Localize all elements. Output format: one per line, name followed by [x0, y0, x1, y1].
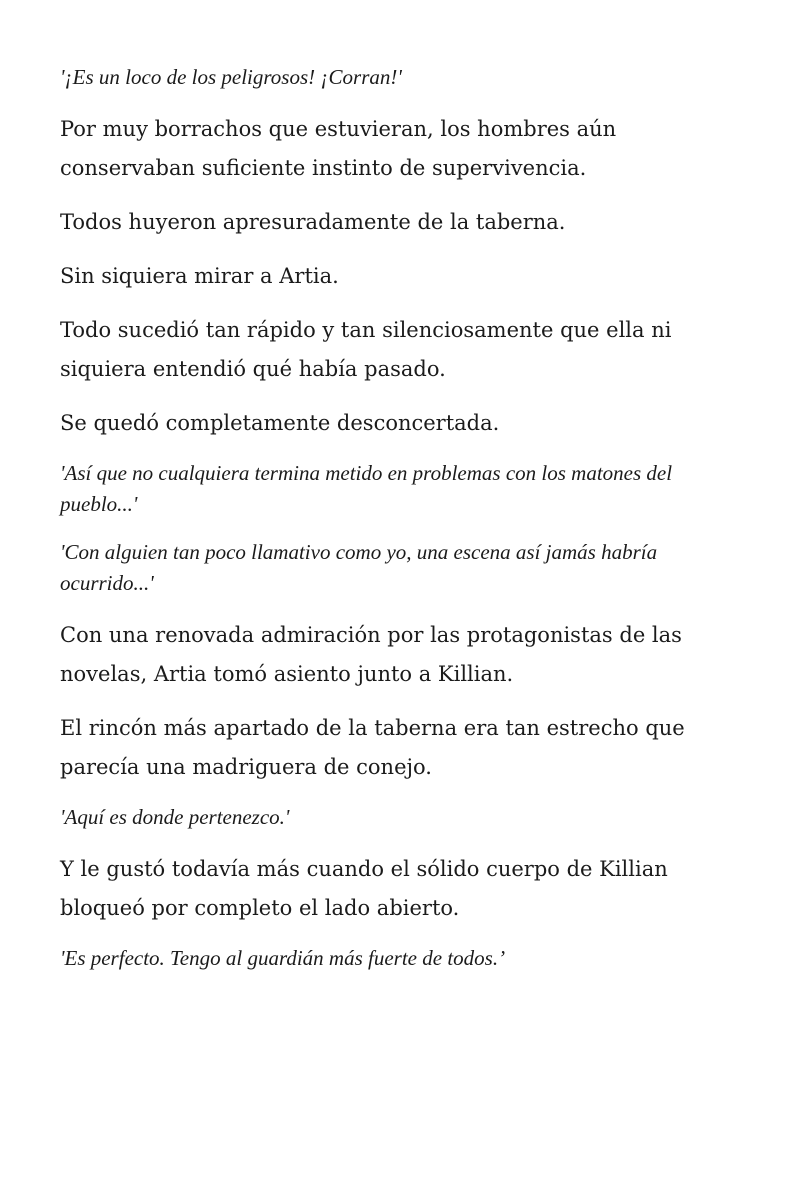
narrative-paragraph: Todos huyeron apresuradamente de la taberna. — [60, 210, 566, 234]
document-body — [60, 62, 740, 991]
narrative-paragraph: Todo sucedió tan rápido y tan silenciosamente que ella ni siquiera entendió qué había pasado. — [60, 318, 672, 381]
narrative-paragraph: El rincón más apartado de la taberna era tan estrecho que parecía una madriguera de conejo. — [60, 716, 685, 779]
narrative-paragraph: Con una renovada admiración por las protagonistas de las novelas, Artia tomó asiento junto a Killian. — [60, 623, 682, 686]
narrative-paragraph: Y le gustó todavía más cuando el sólido cuerpo de Killian bloqueó por completo el lado abierto. — [60, 857, 668, 920]
narrative-paragraph: Por muy borrachos que estuvieran, los hombres aún conservaban suficiente instinto de supervivencia. — [60, 117, 617, 180]
thought-paragraph: 'Es perfecto. Tengo al guardián más fuerte de todos.’ — [60, 946, 506, 970]
thought-paragraph: 'Con alguien tan poco llamativo como yo, una escena así jamás habría ocurrido...' — [60, 540, 658, 595]
thought-paragraph: 'Aquí es donde pertenezco.' — [60, 805, 290, 829]
thought-paragraph: '¡Es un loco de los peligrosos! ¡Corran!' — [60, 65, 402, 89]
narrative-paragraph: Sin siquiera mirar a Artia. — [60, 264, 339, 288]
thought-paragraph: 'Así que no cualquiera termina metido en problemas con los matones del pueblo...' — [60, 461, 673, 516]
narrative-paragraph: Se quedó completamente desconcertada. — [60, 411, 500, 435]
